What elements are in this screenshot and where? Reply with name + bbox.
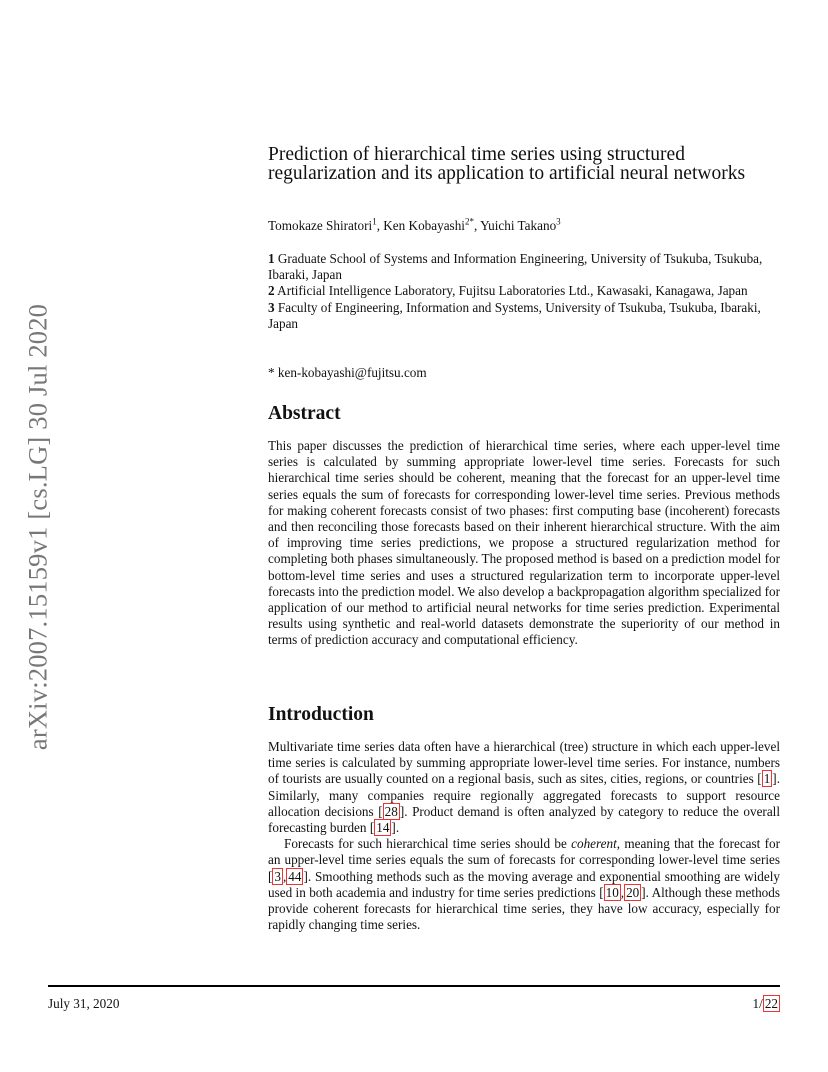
- corresponding-email: * ken-kobayashi@fujitsu.com: [268, 365, 427, 380]
- author-mark: 3: [556, 216, 561, 227]
- intro-text: .: [395, 820, 400, 836]
- intro-text: , meaning that the forecast for an upper-level time series equals the sum of forecasts for corresponding lower-level time series: [268, 836, 781, 868]
- citation-link[interactable]: 20: [626, 884, 640, 900]
- affiliation-number: 1: [268, 251, 275, 266]
- footer-date: July 31, 2020: [48, 996, 120, 1011]
- page-current: 1/: [752, 996, 763, 1011]
- author-list: Tomokaze Shiratori$^1$, Ken Kobayashi$^{2*}$, Yuichi Takano$^3$: [268, 216, 561, 233]
- affiliation-item: [268, 300, 780, 332]
- arxiv-stamp-text: arXiv:2007.15159v1 [cs.LG] 30 Jul 2020: [22, 303, 53, 751]
- paper-title: Prediction of hierarchical time series using structured regularization and its application to artificial neural networks: [268, 144, 746, 184]
- affiliation-number: 2: [268, 283, 275, 299]
- citation-link[interactable]: 14: [376, 820, 390, 836]
- author-name: Yuichi Takano: [480, 218, 557, 233]
- intro-text: . Similarly, many companies require regionally aggregated forecasts to support resource allocation decisions: [268, 771, 780, 819]
- emphasis-text: coherent: [571, 836, 617, 852]
- intro-text: Multivariate time series data often have a hierarchical (tree) structure in which each upper-level time series is calculated by summing appropriate lower-level time series. For instance, numbers of tourists are usually counted on a regional basis, such as sites, cities, regions, or countries: [268, 739, 780, 787]
- footer-rule: [48, 985, 780, 987]
- intro-paragraph-2: Forecasts for such hierarchical time series should be coherent, meaning that the forecast for an upper-level time series equals the sum of forecasts for corresponding lower-level time series [ 3 , 44 ]. Smoothing methods such as the moving average and exponential smoothing are widely used in both academia and industry for time series predictions [ 10 , 20 ]. Although these methods provide coherent forecasts for hierarchical time series, they have low accuracy, especially for rapidly changing time series.: [268, 836, 781, 933]
- page-total-link[interactable]: 22: [764, 996, 778, 1011]
- author-mark: 2*: [464, 216, 474, 227]
- introduction-body: [268, 739, 780, 933]
- footer-page-number: [753, 996, 780, 1012]
- introduction-heading: Introduction: [268, 704, 374, 725]
- author-name: Tomokaze Shiratori: [268, 218, 373, 233]
- arxiv-stamp: [22, 297, 54, 757]
- affiliation-text: Graduate School of Systems and Information Engineering, University of Tsukuba, Tsukuba, Ibaraki, Japan: [268, 251, 763, 283]
- citation-link[interactable]: 3: [274, 868, 281, 884]
- affiliation-text: Artificial Intelligence Laboratory, Fujitsu Laboratories Ltd., Kawasaki, Kanagawa, Japan: [277, 283, 748, 299]
- intro-text: . Product demand is often analyzed by category to reduce the overall forecasting burden: [268, 803, 780, 836]
- author-mark: 1: [372, 216, 377, 227]
- affiliation-text: Faculty of Engineering, Information and Systems, University of Tsukuba, Tsukuba, Ibaraki, Japan: [268, 299, 761, 331]
- intro-text: . Although these methods provide coherent forecasts for hierarchical time series, they have low accuracy, especially for rapidly changing time series.: [268, 884, 780, 933]
- affiliation-item: [268, 283, 780, 299]
- citation-link[interactable]: 44: [288, 868, 302, 884]
- affiliation-item: [268, 251, 780, 283]
- intro-text: Forecasts for such hierarchical time series should be: [284, 836, 572, 852]
- intro-paragraph-1: Multivariate time series data often have a hierarchical (tree) structure in which each upper-level time series is calculated by summing appropriate lower-level time series. For instance, numbers of tourists are usually counted on a regional basis, such as sites, cities, regions, or countries [ 1 ]. Similarly, many companies require regionally aggregated forecasts to support resource allocation decisions [ 28 ]. Product demand is often analyzed by category to reduce the overall forecasting burden [ 14 ].: [268, 739, 780, 836]
- intro-text: . Smoothing methods such as the moving average and exponential smoothing are widely used in both academia and industry for time series predictions: [268, 868, 780, 900]
- affiliation-list: [268, 251, 780, 332]
- citation-link[interactable]: 10: [605, 884, 619, 900]
- author-name: Ken Kobayashi: [383, 218, 465, 233]
- abstract-body: This paper discusses the prediction of hierarchical time series, where each upper-level time series is calculated by summing appropriate lower-level time series. Forecasts for such hierarchical time series should be coherent, meaning that the forecast for an upper-level time series equals the sum of forecasts for corresponding lower-level time series. Previous methods for making coherent forecasts consist of two phases: first computing base (incoherent) forecasts and then reconciling those forecasts based on their inherent hierarchical structure. With the aim of improving time series predictions, we propose a structured regularization method for completing both phases simultaneously. The proposed method is based on a prediction model for bottom-level time series and uses a structured regularization term to incorporate upper-level forecasts into the prediction model. We also develop a backpropagation algorithm specialized for application of our method to artificial neural networks for time series prediction. Experimental results using synthetic and real-world datasets demonstrate the superiority of our method in terms of prediction accuracy and computational efficiency.: [268, 438, 780, 648]
- citation-link[interactable]: 1: [763, 771, 771, 787]
- citation-link[interactable]: 28: [384, 803, 398, 819]
- affiliation-number: 3: [268, 299, 275, 315]
- abstract-heading: Abstract: [268, 403, 341, 424]
